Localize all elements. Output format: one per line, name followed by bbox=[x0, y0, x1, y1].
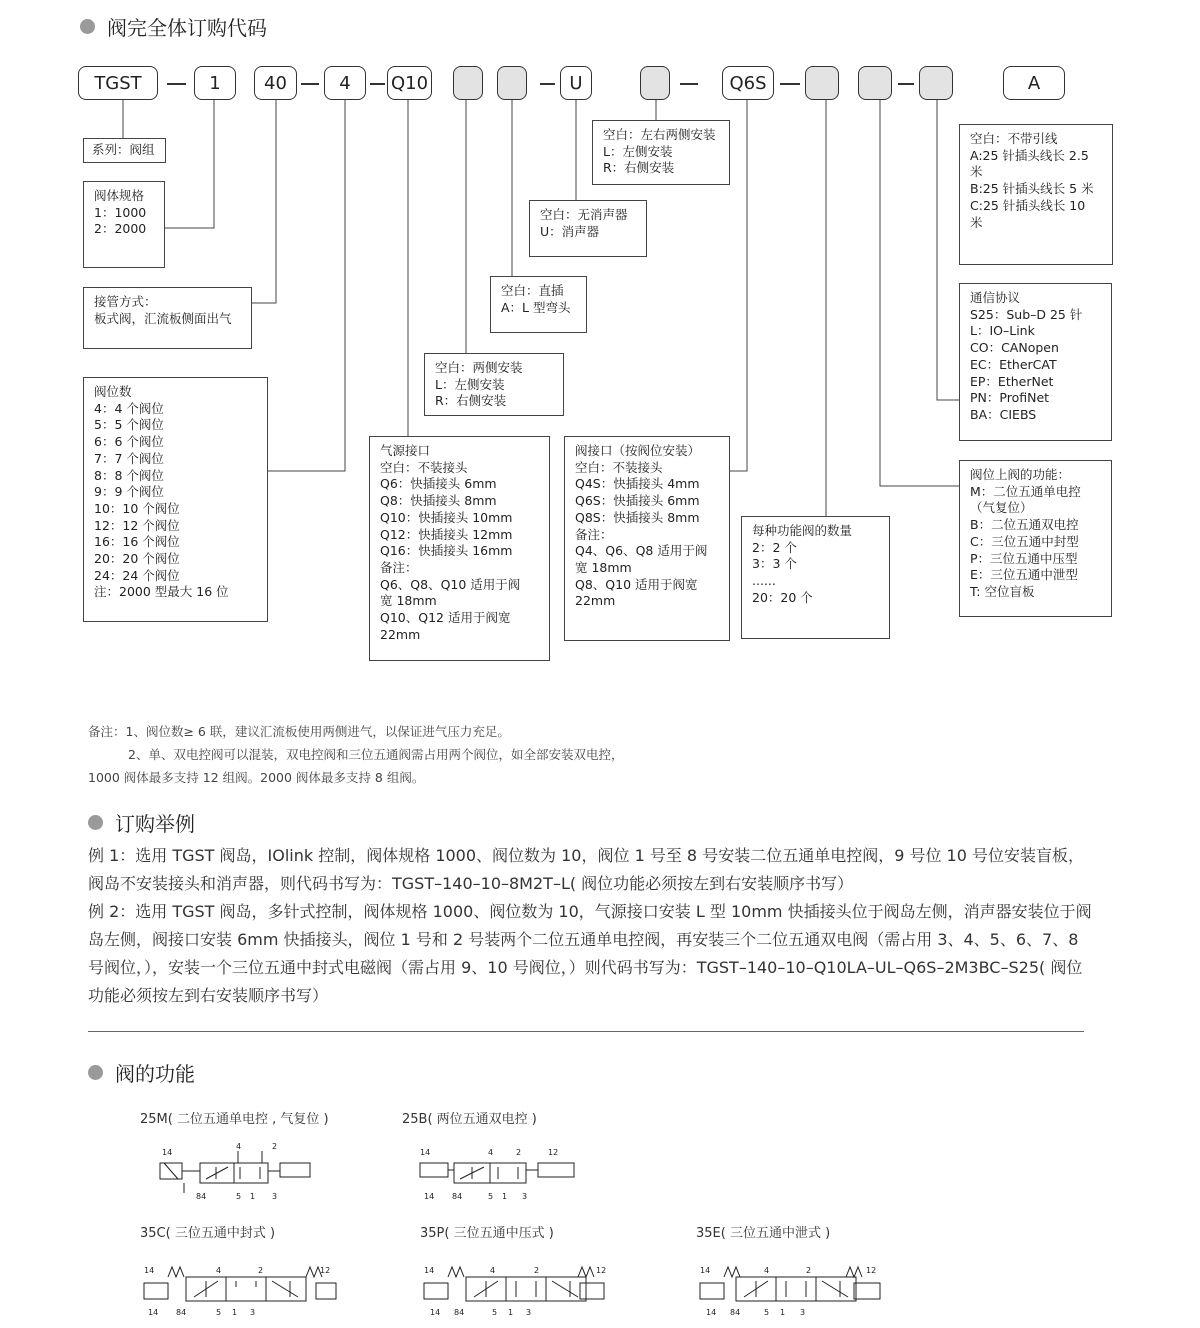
code-box-silencer: U bbox=[560, 66, 592, 100]
valve-symbol-25b-icon bbox=[402, 1133, 582, 1203]
svg-text:12: 12 bbox=[596, 1266, 607, 1275]
code-box-air-side bbox=[453, 66, 483, 100]
svg-text:3: 3 bbox=[526, 1308, 532, 1317]
section-title-valve-function: 阀的功能 bbox=[88, 1058, 195, 1087]
info-box-air-supply: 气源接口 空白：不装接头 Q6：快插接头 6mm Q8：快插接头 8mm Q10：快插接头 10mm Q12：快插接头 12mm Q16：快插接头 16mm 备注： Q6、Q8、Q10 适用于阀 宽 18mm Q10、Q12 适用于阀宽 22mm bbox=[369, 436, 550, 661]
code-box-valve-port: Q6S bbox=[722, 66, 774, 100]
svg-text:1: 1 bbox=[250, 1192, 256, 1201]
code-box-tgst: TGST bbox=[78, 66, 158, 100]
remarks: 备注：1、阀位数≥ 6 联，建议汇流板使用两侧进气，以保证进气压力充足。 2、单、双电控阀可以混装，双电控阀和三位五通阀需占用两个阀位，如全部安装双电控， 1000 阀体最多支持 12 组阀。2000 阀体最多支持 8 组阀。 bbox=[88, 724, 624, 785]
code-box-protocol bbox=[919, 66, 953, 100]
svg-text:2: 2 bbox=[272, 1142, 278, 1151]
info-box-function: 阀位上阀的功能： M：二位五通单电控 （气复位） B：二位五通双电控 C：三位五通中封型 P：三位五通中压型 E：三位五通中泄型 T: 空位盲板 bbox=[959, 460, 1112, 617]
code-dash bbox=[301, 83, 319, 85]
svg-text:5: 5 bbox=[216, 1308, 222, 1317]
svg-text:1: 1 bbox=[232, 1308, 238, 1317]
svg-text:3: 3 bbox=[522, 1192, 528, 1201]
svg-text:14: 14 bbox=[424, 1266, 435, 1275]
svg-text:14: 14 bbox=[430, 1308, 441, 1317]
valve-symbol-25m-icon bbox=[140, 1133, 320, 1203]
code-dash bbox=[167, 83, 186, 85]
info-box-positions: 阀位数 4：4 个阀位 5：5 个阀位 6：6 个阀位 7：7 个阀位 8：8 个阀位 9：9 个阀位 10：10 个阀位 12：12 个阀位 16：16 个阀位 20：20 个阀位 24：24 个阀位 注：2000 型最大 16 位 bbox=[83, 377, 268, 622]
svg-text:1: 1 bbox=[780, 1308, 786, 1317]
info-box-body-size: 阀体规格 1：1000 2：2000 bbox=[83, 181, 165, 268]
svg-text:12: 12 bbox=[548, 1148, 559, 1157]
section-title-order-example: 订购举例 bbox=[88, 808, 195, 837]
svg-text:1: 1 bbox=[508, 1308, 514, 1317]
svg-text:3: 3 bbox=[250, 1308, 256, 1317]
svg-text:2: 2 bbox=[806, 1266, 812, 1275]
info-box-protocol: 通信协议 S25：Sub–D 25 针 L：IO–Link CO：CANopen EC：EtherCAT EP：EtherNet PN：ProfiNet BA：CIEBS bbox=[959, 283, 1112, 441]
section-title-order-code: 阀完全体订购代码 bbox=[80, 12, 267, 41]
info-box-count: 每种功能阀的数量 2：2 个 3：3 个 ...... 20：20 个 bbox=[741, 516, 890, 639]
svg-text:2: 2 bbox=[534, 1266, 540, 1275]
svg-text:5: 5 bbox=[764, 1308, 770, 1317]
svg-text:14: 14 bbox=[144, 1266, 155, 1275]
svg-text:14: 14 bbox=[148, 1308, 159, 1317]
valve-symbol-35c-icon bbox=[140, 1247, 340, 1317]
code-dash bbox=[540, 83, 555, 85]
info-box-lead: 空白：不带引线 A:25 针插头线长 2.5 米 B:25 针插头线长 5 米 C:25 针插头线长 10 米 bbox=[959, 124, 1113, 265]
svg-text:84: 84 bbox=[454, 1308, 465, 1317]
valve-35c: 35C( 三位五通中封式 ) 14 4 2 12 14 84 5 1 3 bbox=[140, 1222, 340, 1317]
code-box-positions: 4 bbox=[324, 66, 366, 100]
code-box-silencer-side bbox=[640, 66, 670, 100]
order-examples bbox=[88, 842, 1098, 1010]
code-box-fitting bbox=[497, 66, 527, 100]
code-box-function bbox=[858, 66, 892, 100]
info-box-valve-port: 阀接口（按阀位安装） 空白：不装接头 Q4S：快插接头 4mm Q6S：快插接头 6mm Q8S：快插接头 8mm 备注： Q4、Q6、Q8 适用于阀 宽 18mm Q8、Q10 适用于阀宽 22mm bbox=[564, 436, 730, 641]
svg-text:12: 12 bbox=[866, 1266, 877, 1275]
bullet-dot-icon bbox=[88, 1065, 103, 1080]
example-2: 例 2：选用 TGST 阀岛，多针式控制，阀体规格 1000、阀位数为 10，气源接口安装 L 型 10mm 快插接头位于阀岛左侧，消声器安装位于阀岛左侧，阀接口安装 6mm 快插接头，阀位 1 号和 2 号装两个二位五通单电控阀，再安装三个二位五通双电阀（需占用 3、4、5、6、7、8 号阀位，），安装一个三位五通中封式电磁阀（需占用 9、10 号阀位，）则代码书写为：TGST–140–10–Q10LA–UL–Q6S–2M3BC–S25( 阀位功能必须按左到右安装顺序书写） bbox=[88, 902, 1092, 1005]
info-box-air-side: 空白：两侧安装 L：左侧安装 R：右侧安装 bbox=[424, 353, 564, 416]
info-box-fitting: 空白：直插 A：L 型弯头 bbox=[490, 276, 587, 333]
code-dash bbox=[680, 83, 698, 85]
svg-text:5: 5 bbox=[236, 1192, 242, 1201]
svg-text:84: 84 bbox=[730, 1308, 741, 1317]
svg-text:4: 4 bbox=[236, 1142, 242, 1151]
code-dash bbox=[780, 83, 800, 85]
svg-text:1: 1 bbox=[502, 1192, 508, 1201]
svg-text:4: 4 bbox=[490, 1266, 496, 1275]
svg-text:4: 4 bbox=[216, 1266, 222, 1275]
info-box-silencer: 空白：无消声器 U：消声器 bbox=[529, 200, 647, 257]
svg-text:14: 14 bbox=[162, 1148, 173, 1157]
valve-symbol-35p-icon bbox=[420, 1247, 620, 1317]
valve-35e: 35E( 三位五通中泄式 ) 14 4 2 12 14 84 5 1 3 bbox=[696, 1222, 896, 1317]
svg-text:14: 14 bbox=[424, 1192, 435, 1201]
divider bbox=[88, 1031, 1084, 1032]
code-box-count bbox=[805, 66, 839, 100]
code-box-lead: A bbox=[1003, 66, 1065, 100]
bullet-dot-icon bbox=[88, 815, 103, 830]
svg-text:14: 14 bbox=[420, 1148, 431, 1157]
svg-text:5: 5 bbox=[488, 1192, 494, 1201]
svg-text:14: 14 bbox=[706, 1308, 717, 1317]
svg-text:3: 3 bbox=[272, 1192, 278, 1201]
svg-text:5: 5 bbox=[492, 1308, 498, 1317]
code-box-air-supply: Q10 bbox=[387, 66, 432, 100]
svg-text:14: 14 bbox=[700, 1266, 711, 1275]
svg-text:84: 84 bbox=[452, 1192, 463, 1201]
svg-text:2: 2 bbox=[516, 1148, 522, 1157]
code-dash bbox=[370, 83, 385, 85]
code-box-pipe: 40 bbox=[254, 66, 297, 100]
svg-text:4: 4 bbox=[764, 1266, 770, 1275]
svg-text:12: 12 bbox=[320, 1266, 331, 1275]
svg-text:4: 4 bbox=[488, 1148, 494, 1157]
svg-text:3: 3 bbox=[800, 1308, 806, 1317]
info-box-pipe: 接管方式： 板式阀，汇流板侧面出气 bbox=[83, 287, 252, 349]
code-dash bbox=[898, 83, 914, 85]
info-box-silencer-side: 空白：左右两侧安装 L：左侧安装 R：右侧安装 bbox=[592, 120, 730, 185]
valve-35p: 35P( 三位五通中压式 ) 14 4 2 12 14 84 5 1 3 bbox=[420, 1222, 620, 1317]
valve-25b: 25B( 两位五通双电控 ) 14 4 2 12 14 84 5 1 3 bbox=[402, 1108, 582, 1203]
example-1: 例 1：选用 TGST 阀岛，IOlink 控制，阀体规格 1000、阀位数为 10，阀位 1 号至 8 号安装二位五通单电控阀，9 号位 10 号位安装盲板，阀岛不安装接头和消声器，则代码书写为：TGST–140–10–8M2T–L( 阀位功能必须按左到右安装顺序书写） bbox=[88, 846, 1084, 893]
valve-25m: 25M( 二位五通单电控 , 气复位 ) 14 4 2 84 5 1 3 bbox=[140, 1112, 329, 1201]
info-box-series: 系列：阀组 bbox=[83, 138, 166, 163]
svg-text:84: 84 bbox=[176, 1308, 187, 1317]
svg-text:84: 84 bbox=[196, 1192, 207, 1201]
svg-text:2: 2 bbox=[258, 1266, 264, 1275]
code-box-body-size: 1 bbox=[194, 66, 236, 100]
valve-symbol-35e-icon bbox=[696, 1247, 896, 1317]
